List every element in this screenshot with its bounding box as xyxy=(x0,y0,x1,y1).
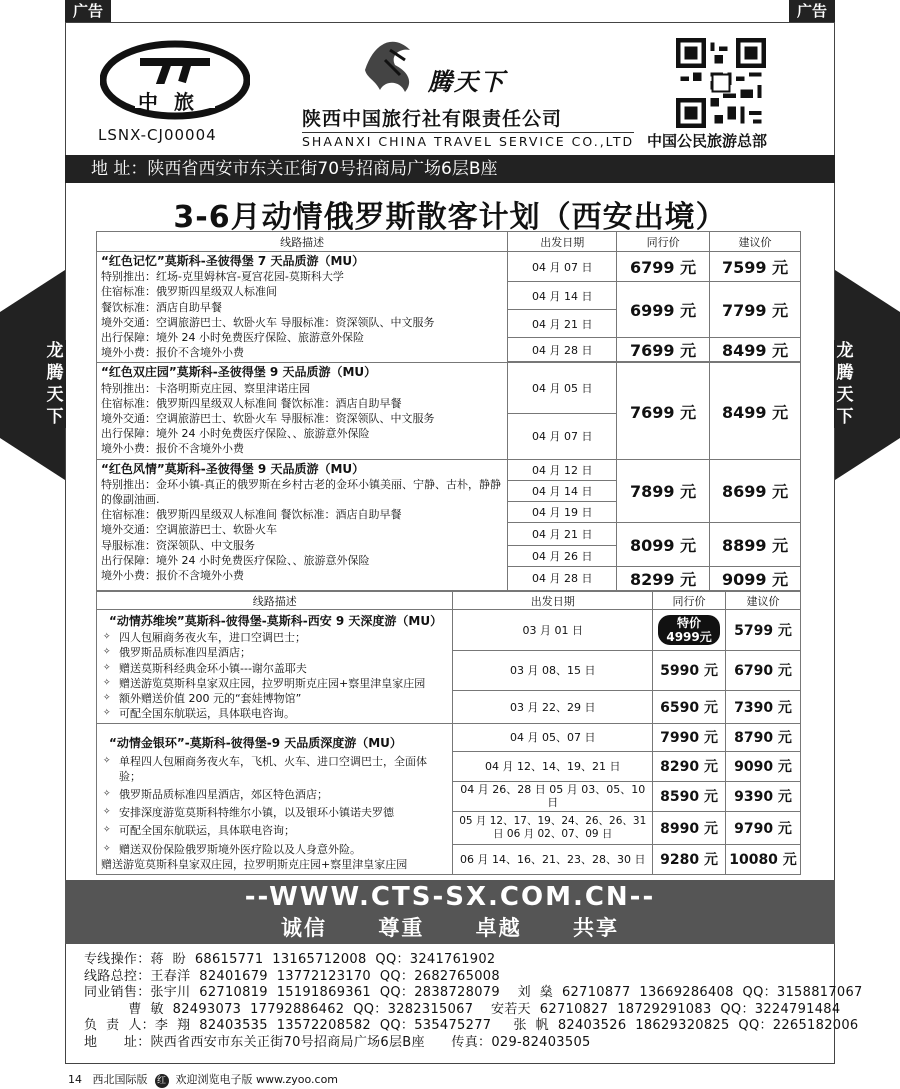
depart-date: 04 月 28 日 xyxy=(508,338,617,362)
peer-price: 8990 元 xyxy=(653,811,726,844)
ad-tag-left: 广告 xyxy=(65,0,111,22)
route-line: 特别推出：红场-克里姆林宫-夏宫花园-莫斯科大学 xyxy=(101,270,344,284)
suggest-price: 8499 元 xyxy=(710,338,801,362)
suggest-price: 5799 元 xyxy=(726,610,801,651)
route-feature: ✧ 四人包厢商务夜火车，进口空调巴士； xyxy=(101,630,448,645)
route-desc xyxy=(97,724,453,875)
tour-table-1 xyxy=(96,231,801,591)
footer-text[interactable]: 欢迎浏览电子版 www.zyoo.com xyxy=(175,1073,339,1086)
depart-date: 04 月 05 日 xyxy=(508,363,617,413)
depart-date: 04 月 21 日 xyxy=(508,522,617,545)
suggest-price: 7799 元 xyxy=(710,282,801,338)
peer-price: 8290 元 xyxy=(653,751,726,781)
suggest-price: 9099 元 xyxy=(710,566,801,590)
suggest-price: 8899 元 xyxy=(710,522,801,566)
depart-date: 04 月 12、14、19、21 日 xyxy=(453,751,653,781)
peer-price: 7699 元 xyxy=(617,363,710,459)
table-header-row xyxy=(97,232,801,252)
table-row xyxy=(97,363,801,413)
route-line: 境外小费：报价不含境外小费 xyxy=(101,442,244,456)
route-desc xyxy=(97,459,508,590)
license-code: LSNX-CJ00004 xyxy=(98,126,217,144)
table-row xyxy=(97,459,801,480)
contact-line: 负 责 人：李 翔 82403535 13572208582 QQ：535475277 张 帆 82403526 18629320825 QQ：2265182006 xyxy=(84,1018,859,1034)
peer-price: 7699 元 xyxy=(617,338,710,362)
peer-price: 8299 元 xyxy=(617,566,710,590)
qr-caption: 中国公民旅游总部 xyxy=(647,132,768,150)
route-name: “红色风情”莫斯科-圣彼得堡 9 天品质游（MU） xyxy=(101,461,365,476)
brand-name: 腾天下 xyxy=(428,68,506,96)
route-feature: ✧ 赠送莫斯科经典金环小镇---谢尔盖耶夫 xyxy=(101,661,448,676)
depart-date: 04 月 26 日 xyxy=(508,545,617,566)
route-line: 出行保障：境外 24 小时免费医疗保险、、旅游意外保险 xyxy=(101,553,370,567)
suggest-price: 7390 元 xyxy=(726,691,801,724)
header-date: 出发日期 xyxy=(453,592,653,610)
suggest-price: 7599 元 xyxy=(710,252,801,282)
header-suggest-price: 建议价 xyxy=(726,592,801,610)
depart-date: 03 月 01 日 xyxy=(453,610,653,651)
route-line: 住宿标准：俄罗斯四星级双人标准间 餐饮标准：酒店自助早餐 xyxy=(101,396,402,410)
route-name: “动情金银环”-莫斯科-彼得堡-9 天品质深度游（MU） xyxy=(109,736,402,751)
special-price: 4999元 xyxy=(666,629,712,644)
depart-date: 04 月 14 日 xyxy=(508,282,617,310)
peer-price: 9280 元 xyxy=(653,844,726,874)
table-row xyxy=(97,252,801,282)
website-url[interactable]: --WWW.CTS-SX.COM.CN-- xyxy=(244,882,656,912)
depart-date: 04 月 19 日 xyxy=(508,501,617,522)
peer-price: 6590 元 xyxy=(653,691,726,724)
page-number: 14 xyxy=(68,1073,82,1086)
peer-price: 8099 元 xyxy=(617,522,710,566)
special-tag: 特价 xyxy=(677,615,702,630)
route-feature: ✧ 俄罗斯品质标准四星酒店； xyxy=(101,645,448,660)
route-desc xyxy=(97,252,508,363)
suggest-price: 6790 元 xyxy=(726,650,801,691)
peer-price: 8590 元 xyxy=(653,781,726,811)
route-line: 住宿标准：俄罗斯四星级双人标准间 xyxy=(101,285,277,299)
edition-badge-icon: 红 xyxy=(155,1074,169,1088)
depart-date: 04 月 05、07 日 xyxy=(453,724,653,751)
route-line: 住宿标准：俄罗斯四星级双人标准间 餐饮标准：酒店自助早餐 xyxy=(101,508,402,522)
depart-date: 06 月 14、16、21、23、28、30 日 xyxy=(453,844,653,874)
tour-table-2 xyxy=(96,591,801,875)
route-line: 出行保障：境外 24 小时免费医疗保险、、旅游意外保险 xyxy=(101,427,370,441)
route-feature: ✧ 可配全国东航联运，具体联电咨询。 xyxy=(101,706,448,721)
peer-price: 6799 元 xyxy=(617,252,710,282)
special-badge xyxy=(658,615,719,645)
table-row xyxy=(97,724,801,751)
depart-date: 04 月 07 日 xyxy=(508,252,617,282)
company-name-en: SHAANXI CHINA TRAVEL SERVICE CO.,LTD xyxy=(302,134,635,149)
company-name-cn: 陕西中国旅行社有限责任公司 xyxy=(302,108,563,130)
header-desc: 线路描述 xyxy=(97,592,453,610)
suggest-price: 8499 元 xyxy=(710,363,801,459)
table-header-row xyxy=(97,592,801,610)
logo-chars: 中旅 xyxy=(138,90,210,114)
contact-line: 专线操作：蒋 盼 68615771 13165712008 QQ：3241761902 xyxy=(84,952,496,967)
route-feature: ✧ 赠送游览莫斯科皇家双庄园，拉罗明斯克庄园+察里津皇家庄园 xyxy=(101,676,448,691)
route-feature: ✧ 额外赠送价值 200 元的“套娃博物馆” xyxy=(101,691,448,706)
depart-date: 04 月 14 日 xyxy=(508,480,617,501)
depart-date: 05 月 12、17、19、24、26、26、31 日 06 月 02、07、09 日 xyxy=(453,811,653,844)
route-line: 餐饮标准：酒店自助早餐 xyxy=(101,300,222,314)
route-name: “红色记忆”莫斯科-圣彼得堡 7 天品质游（MU） xyxy=(101,254,365,268)
peer-price: 7990 元 xyxy=(653,724,726,751)
page-footer xyxy=(68,1071,338,1088)
header-peer-price: 同行价 xyxy=(653,592,726,610)
contact-list xyxy=(84,952,863,1052)
route-line: 出行保障：境外 24 小时免费医疗保险、旅游意外保险 xyxy=(101,331,364,345)
route-extra: 赠送游览莫斯科皇家双庄园，拉罗明斯克庄园+察里津皇家庄园 xyxy=(101,857,408,871)
contact-line: 线路总控：王春洋 82401679 13772123170 QQ：2682765008 xyxy=(84,968,500,984)
depart-date: 04 月 12 日 xyxy=(508,459,617,480)
suggest-price: 9090 元 xyxy=(726,751,801,781)
side-text-right: 龙 腾 天 下 xyxy=(834,340,856,428)
suggest-price: 9390 元 xyxy=(726,781,801,811)
peer-price: 7899 元 xyxy=(617,459,710,522)
route-feature: ✧ 赠送双份保险俄罗斯境外医疗险以及人身意外险。 xyxy=(101,842,448,857)
route-feature: ✧ 俄罗斯品质标准四星酒店，郊区特色酒店； xyxy=(101,787,448,802)
side-text-left: 龙 腾 天 下 xyxy=(44,340,66,428)
header-peer-price: 同行价 xyxy=(617,232,710,252)
route-feature: ✧ 可配全国东航联运，具体联电咨询； xyxy=(101,823,448,838)
peer-price-special xyxy=(653,610,726,651)
dragon-icon xyxy=(355,30,425,100)
contact-line: 地 址：陕西省西安市东关正街70号招商局广场6层B座 传真：029-82403505 xyxy=(84,1034,591,1050)
header-date: 出发日期 xyxy=(508,232,617,252)
suggest-price: 8790 元 xyxy=(726,724,801,751)
depart-date: 04 月 28 日 xyxy=(508,566,617,590)
address-bar: 地 址：陕西省西安市东关正街70号招商局广场6层B座 xyxy=(65,155,835,183)
page-title: 3-6月动情俄罗斯散客计划（西安出境） xyxy=(173,200,727,235)
suggest-price: 9790 元 xyxy=(726,811,801,844)
route-line: 境外小费：报价不含境外小费 xyxy=(101,569,244,583)
depart-date: 04 月 07 日 xyxy=(508,413,617,459)
peer-price: 5990 元 xyxy=(653,650,726,691)
edition-name: 西北国际版 xyxy=(92,1073,148,1086)
route-name: “红色双庄园”莫斯科-圣彼得堡 9 天品质游（MU） xyxy=(101,365,377,380)
website-banner xyxy=(65,880,835,944)
route-line: 导服标准：资深领队、中文服务 xyxy=(101,538,255,552)
route-line: 境外交通：空调旅游巴士、软卧火车 导服标准：资深领队、中文服务 xyxy=(101,315,435,329)
header-desc: 线路描述 xyxy=(97,232,508,252)
header-suggest-price: 建议价 xyxy=(710,232,801,252)
suggest-price: 8699 元 xyxy=(710,459,801,522)
route-line: 境外小费：报价不含境外小费 xyxy=(101,346,244,360)
route-line: 境外交通：空调旅游巴士、软卧火车 xyxy=(101,523,277,537)
slogan: 诚信 尊重 卓越 共享 xyxy=(281,916,619,940)
depart-date: 03 月 08、15 日 xyxy=(453,650,653,691)
route-desc xyxy=(97,363,508,459)
route-desc xyxy=(97,610,453,724)
peer-price: 6999 元 xyxy=(617,282,710,338)
table-row xyxy=(97,610,801,651)
ad-tag-right: 广告 xyxy=(789,0,835,22)
depart-date: 04 月 21 日 xyxy=(508,310,617,338)
route-line: 特别推出：金环小镇-真正的俄罗斯在乡村古老的金环小镇美丽、宁静、古朴，静静的像副油画. xyxy=(101,477,501,507)
qr-code-icon xyxy=(676,38,766,128)
route-feature: ✧ 安排深度游览莫斯科特维尔小镇，以及银环小镇诺夫罗德 xyxy=(101,805,448,820)
route-name: “动情苏维埃”莫斯科-彼得堡-莫斯科-西安 9 天深度游（MU） xyxy=(109,614,443,628)
contact-line: 同业销售：张宇川 62710819 15191869361 QQ：2838728079 刘 燊 62710877 13669286408 QQ：3158817067 xyxy=(84,985,863,1001)
contact-line: 曹 敏 82493073 17792886462 QQ：3282315067 安若天 62710827 18729291083 QQ：3224791484 xyxy=(84,1001,841,1017)
depart-date: 03 月 22、29 日 xyxy=(453,691,653,724)
route-feature: ✧ 单程四人包厢商务夜火车，飞机、火车、进口空调巴士，全面体验； xyxy=(101,754,448,784)
route-line: 境外交通：空调旅游巴士、软卧火车 导服标准：资深领队、中文服务 xyxy=(101,412,435,426)
depart-date: 04 月 26、28 日 05 月 03、05、10 日 xyxy=(453,781,653,811)
suggest-price: 10080 元 xyxy=(726,844,801,874)
route-line: 特别推出：卡洛明斯克庄园、察里津诺庄园 xyxy=(101,381,310,395)
